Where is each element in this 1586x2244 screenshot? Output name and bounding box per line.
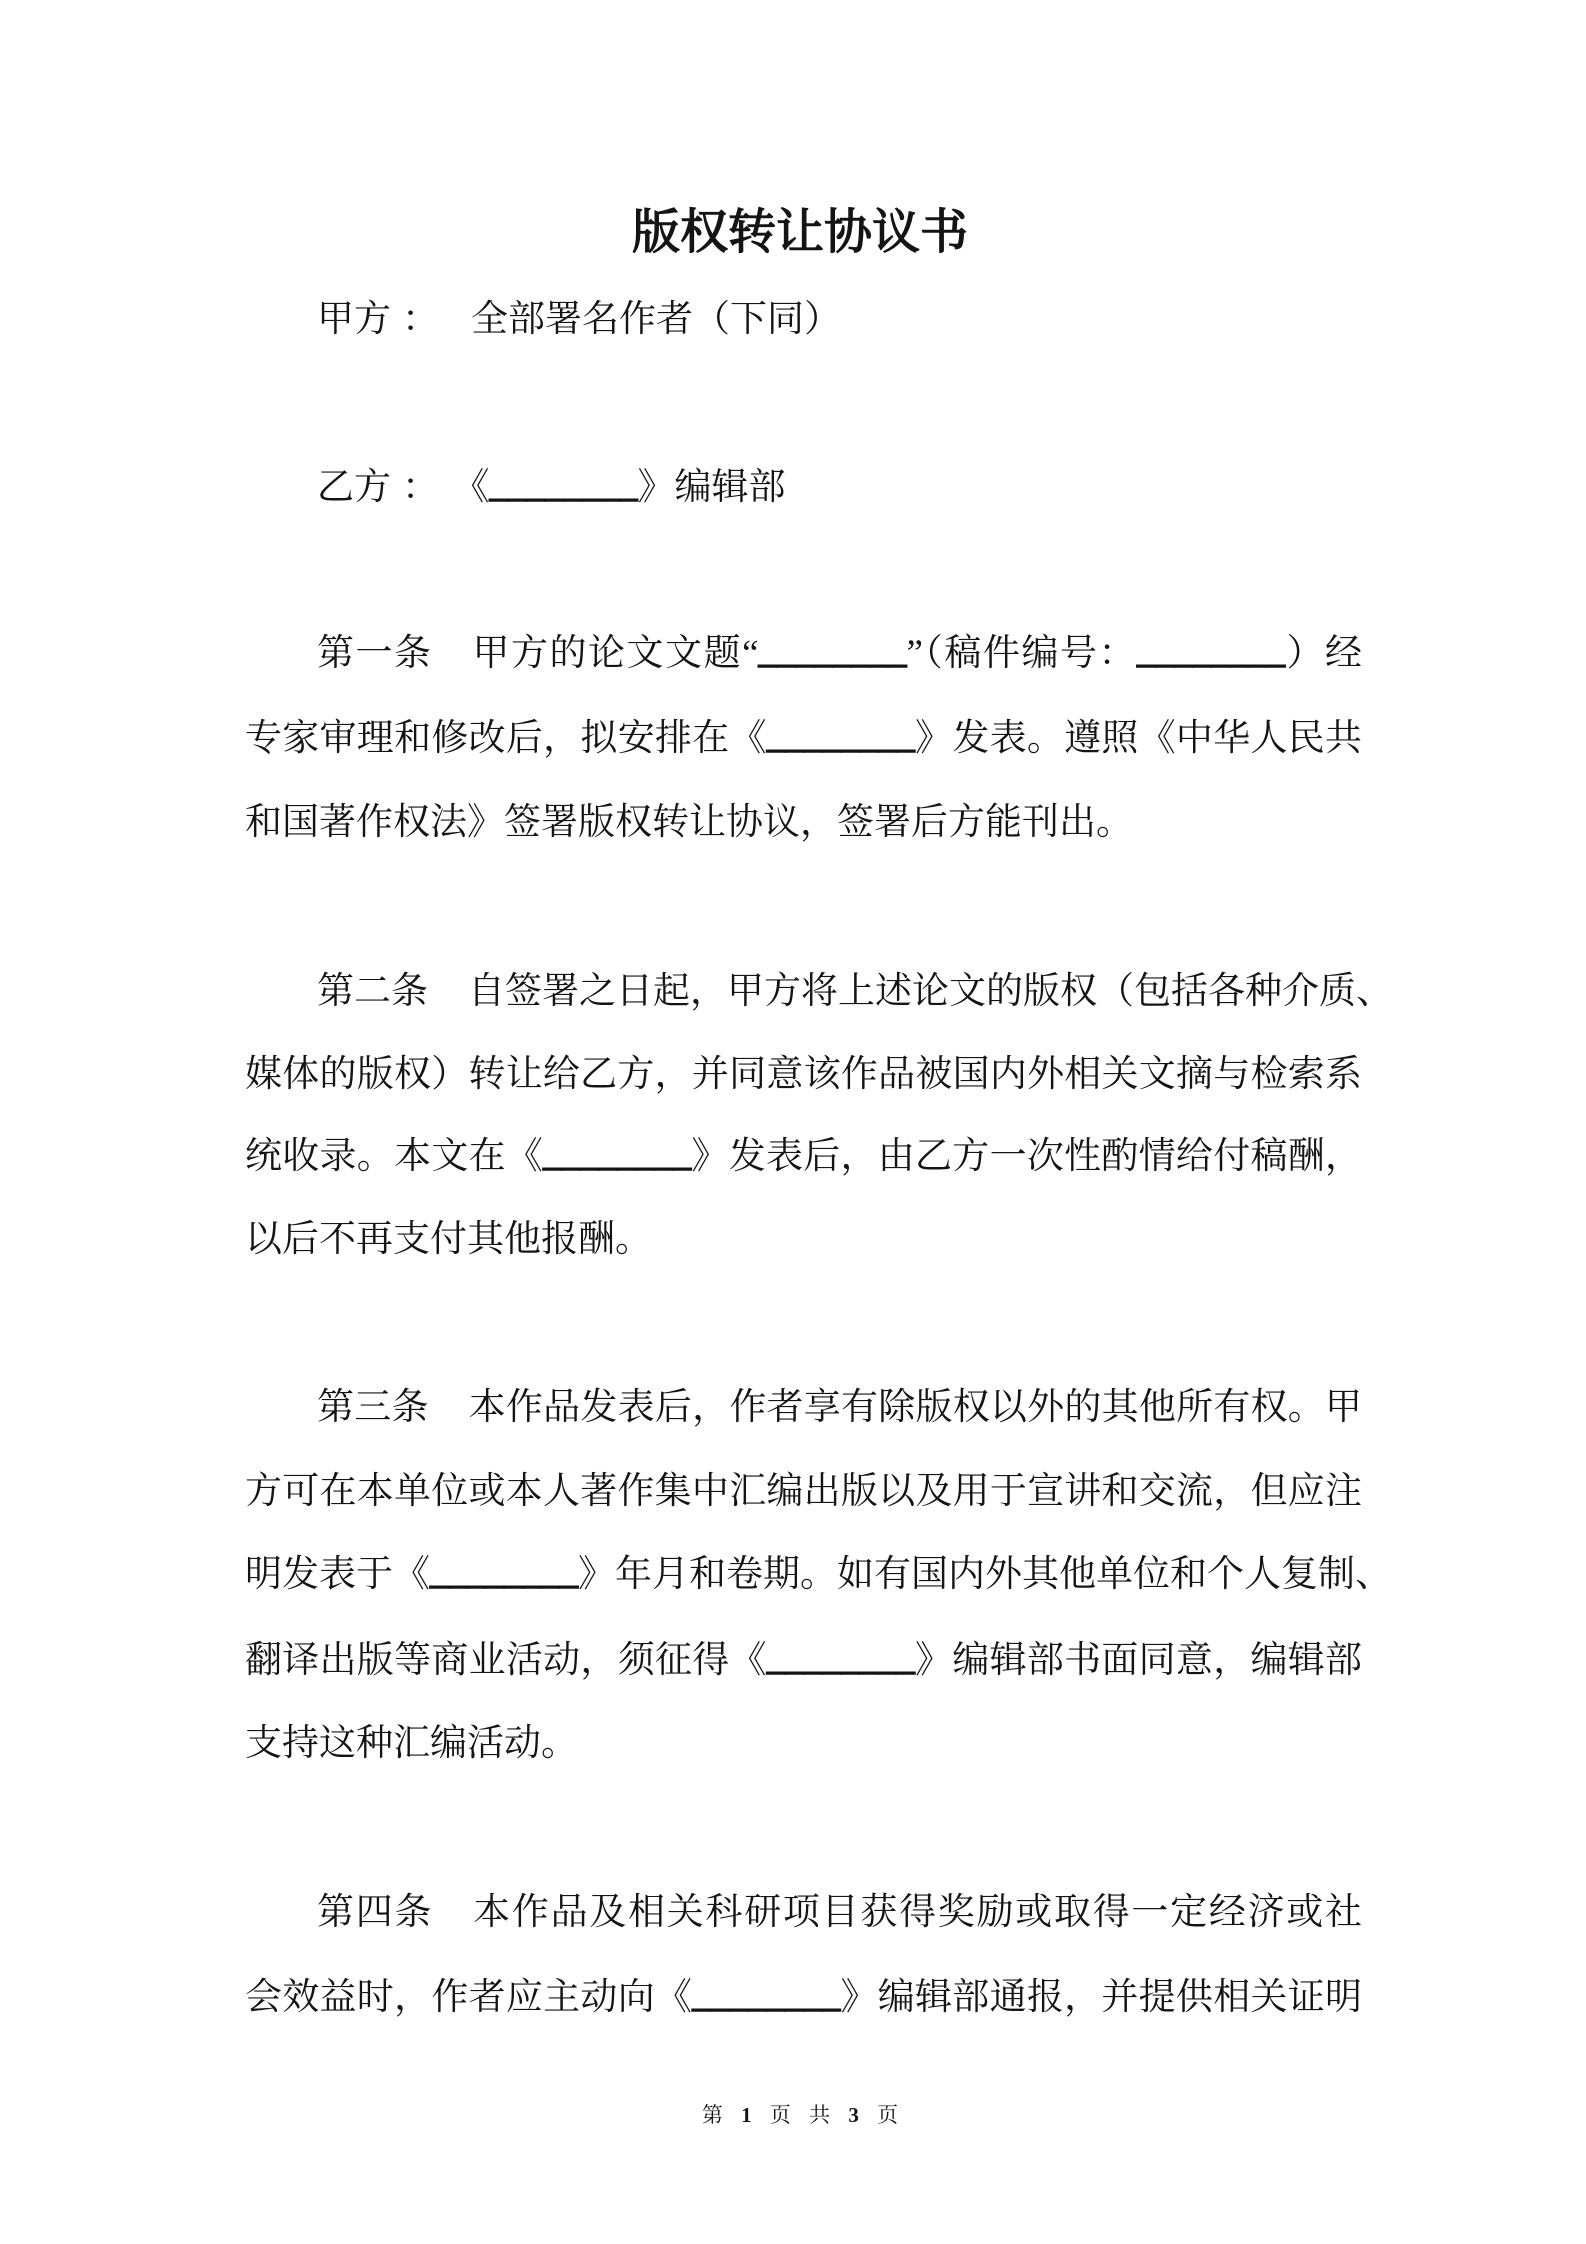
article-line <box>245 950 1393 1034</box>
article-heading: 第四条 <box>317 1892 434 1933</box>
fill-in-blank: ________ <box>489 464 638 505</box>
fill-in-blank: ________ <box>1136 630 1285 671</box>
text-segment: 》编辑部书面同意，编辑部 <box>914 1640 1363 1681</box>
document-title: 版权转让协议书 <box>631 206 968 259</box>
text-segment: 》编辑部通报，并提供相关证明 <box>840 1977 1363 2018</box>
text-segment: 自签署之日起，甲方将上述论文的版权（包括各种介质、 <box>468 971 1393 1012</box>
current-page-number: 1 <box>741 2103 752 2127</box>
text-segment: 方可在本单位或本人著作集中汇编出版以及用于宣讲和交流，但应注 <box>245 1471 1362 1512</box>
article-line <box>245 697 1362 781</box>
footer-middle: 页 共 <box>769 2103 831 2127</box>
article-line <box>245 1115 1362 1199</box>
text-segment: 媒体的版权）转让给乙方，并同意该作品被国内外相关文摘与检索系 <box>245 1054 1362 1095</box>
fill-in-blank: ________ <box>766 715 915 756</box>
party-b-colon: ： <box>402 467 439 508</box>
article-line <box>245 1956 1362 2040</box>
footer-suffix: 页 <box>877 2103 899 2127</box>
party-a-value: 全部署名作者（下同） <box>471 299 841 340</box>
fill-in-blank: ________ <box>692 1974 841 2015</box>
party-b-open-bracket: 《 <box>471 467 490 508</box>
text-segment: ”（稿件编号： <box>906 633 1137 674</box>
text-segment: 》发表后，由乙方一次性酌情给付稿酬， <box>691 1136 1363 1177</box>
article-heading: 第二条 <box>317 971 428 1012</box>
text-segment: 会效益时，作者应主动向《 <box>245 1977 693 2018</box>
text-segment: 》年月和卷期。如有国内外其他单位和个人复制、 <box>578 1554 1392 1595</box>
party-b-line <box>245 446 1362 530</box>
text-segment: 翻译出版等商业活动，须征得《 <box>245 1640 767 1681</box>
fill-in-blank: ________ <box>766 1637 915 1678</box>
article-line <box>245 1198 1362 1282</box>
text-segment: 和国著作权法》签署版权转让协议，签署后方能刊出。 <box>245 802 1133 843</box>
footer-prefix: 第 <box>701 2103 723 2127</box>
text-segment: ）经 <box>1284 633 1362 674</box>
article-line <box>245 1033 1362 1117</box>
text-segment: 明发表于《 <box>245 1554 430 1595</box>
article-line <box>245 781 1362 865</box>
page-footer <box>0 2095 1586 2135</box>
text-segment: 支持这种汇编活动。 <box>245 1723 578 1764</box>
fill-in-blank: ________ <box>430 1551 578 1592</box>
text-segment: 本作品发表后，作者享有除版权以外的其他所有权。甲 <box>468 1387 1363 1428</box>
article-heading: 第一条 <box>317 633 433 674</box>
text-segment: 》发表。遵照《中华人民共 <box>914 718 1363 759</box>
fill-in-blank: ________ <box>758 630 907 671</box>
party-b-label: 乙方 <box>317 467 391 508</box>
party-a-colon: ： <box>402 299 439 340</box>
text-segment: 甲方的论文文题“ <box>472 633 759 674</box>
article-line <box>245 1450 1362 1534</box>
article-line <box>245 1619 1362 1703</box>
text-segment: 统收录。本文在《 <box>245 1136 544 1177</box>
text-segment: 以后不再支付其他报酬。 <box>245 1219 652 1260</box>
party-a-line <box>245 278 1362 362</box>
party-a-label: 甲方 <box>317 299 391 340</box>
article-line <box>245 1366 1362 1450</box>
fill-in-blank: ________ <box>543 1133 692 1174</box>
article-heading: 第三条 <box>317 1387 429 1428</box>
text-segment: 专家审理和修改后，拟安排在《 <box>245 718 767 759</box>
party-b-value-rest: 》编辑部 <box>637 467 786 508</box>
article-line <box>245 612 1362 696</box>
article-line <box>245 1871 1362 1955</box>
article-line <box>245 1533 1392 1617</box>
total-pages-number: 3 <box>848 2103 859 2127</box>
article-line <box>245 1702 1362 1786</box>
text-segment: 本作品及相关科研项目获得奖励或取得一定经济或社 <box>473 1892 1363 1933</box>
